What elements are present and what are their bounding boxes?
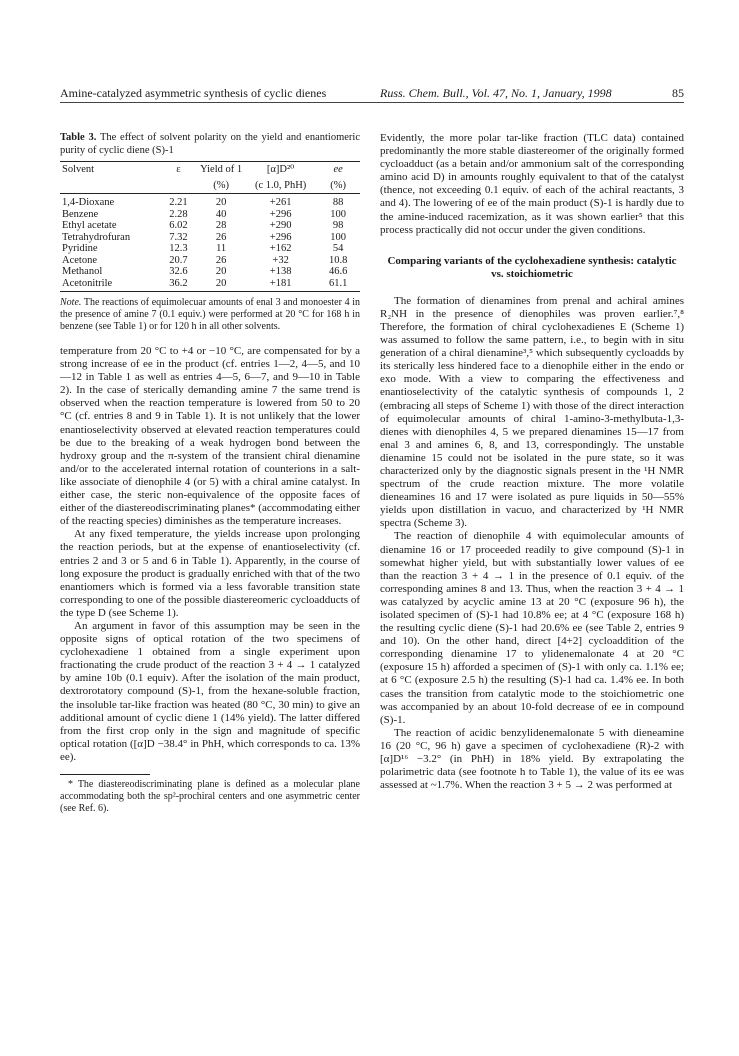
cell-alpha: +162 — [269, 243, 292, 254]
col-yield-unit: (%) — [197, 178, 245, 194]
solvent-table — [60, 161, 360, 292]
page-number: 85 — [672, 86, 684, 100]
col-alpha-sub: (c 1.0, PhH) — [245, 178, 316, 194]
table-caption — [60, 132, 360, 157]
cell-alpha: +296 — [269, 208, 292, 220]
cell-solvent: Tetrahydrofuran — [62, 231, 131, 243]
table-row — [60, 255, 360, 267]
cell-yield: 20 — [215, 197, 227, 208]
body-paragraph: The reaction of dienophile 4 with equimolecular amounts of dienamine 16 or 17 proceeded readily to give compound (S)-1 in somewhat higher yield, but with substantially lower values of ee than the reaction 3 + 4 → 1 in the presence of 0.1 equiv. of the corresponding amines 8 and 13. Thus, when the reaction 3 + 4 → 1 was catalyzed by acyclic amine 13 at 20 °C (exposure 96 h), the isolated specimen of (S)-1 had 10.8% ee; at 4 °C (exposure 168 h) the resulting cyclic diene (S)-1 had 20.6% ee (see Table 2, entries 9 and 10). On the other hand, direct [4+2] cycloaddition of the corresponding dienamine 17 to ylidenemalonate 4 at 20 °C (exposure 15 h) afforded a specimen of (S)-1 with only ca. 1.1% ee; at 6 °C (exposure 2.5 h) the resulting (S)-1 had ca. 1.4% ee. In both cases the transition from catalytic mode to the stoichiometric one was accompanied by an about 10-fold decrease of ee in compound (S)-1. — [380, 530, 684, 726]
cell-alpha: +32 — [272, 254, 289, 266]
table-row — [60, 266, 360, 278]
running-title: Amine-catalyzed asymmetric synthesis of cyclic dienes — [60, 86, 327, 100]
footnote: * The diastereodiscriminating plane is defined as a molecular plane accommodating both the sp²-prochiral centers and one asymmetric center (see Ref. 6). — [60, 779, 360, 814]
cell-ee: 10.8 — [328, 254, 348, 266]
col-epsilon: ε — [160, 162, 198, 178]
cell-eps: 20.7 — [169, 254, 188, 266]
cell-alpha: +290 — [269, 220, 292, 231]
cell-eps: 2.28 — [169, 208, 188, 220]
table-title: The effect of solvent polarity on the yield and enantiomeric purity of cyclic diene (S)-1 — [60, 132, 360, 156]
footnote-divider — [60, 774, 150, 775]
col-alpha: [α]D²⁰ — [245, 162, 316, 178]
cell-eps: 12.3 — [169, 243, 188, 254]
table-row — [60, 278, 360, 292]
table-body — [60, 194, 360, 292]
running-header — [60, 86, 684, 103]
cell-eps: 2.21 — [169, 197, 188, 208]
cell-eps: 6.02 — [169, 220, 188, 231]
cell-ee: 88 — [332, 197, 344, 208]
cell-solvent: Benzene — [62, 208, 99, 220]
cell-ee: 100 — [330, 231, 347, 243]
cell-eps: 36.2 — [160, 278, 198, 292]
body-paragraph: The formation of dienamines from prenal and achiral amines R₂NH in the presence of dienophiles was proven earlier.⁷,⁸ Therefore, the formation of chiral cyclohexadienes E (Scheme 1) was assumed to follow the same pattern, i.e., to begin with in situ generation of a chiral dienamine³,⁵ which subsequently cycloadds by its sterically less hindered face to a dienophile either in the endo or exo mode. With a view to comparing the effectiveness and enantioselectivity of the catalytic synthesis of compounds 1, 2 (embracing all steps of Scheme 1) with those of the direct interaction of equimolecular amounts of chiral 1-amino-3-methylbuta-1,3-dienes with dienophiles 4, 5 we prepared dienamines 15—17 from enal 3 and amines 6, 8, and 13, correspondingly. The unstable dienamine 15 could not be isolated in the pure state, so it was characterized only by the diagnostic signals present in the ¹H NMR spectrum of the crude reaction mixture. The more volatile dieneamines 16 and 17 were isolated as pure liquids in 50—55% yields upon distillation in vacuo, and characterized by ¹H NMR spectra (Scheme 3). — [380, 294, 684, 530]
table-row — [60, 220, 360, 232]
cell-alpha: +261 — [269, 197, 292, 208]
cell-solvent: Pyridine — [62, 243, 98, 254]
note-text: The reactions of equimolecuar amounts of enal 3 and monoester 4 in the presence of amine 7 (0.1 equiv.) were performed at 20 °C for 168 h in benzene (see Table 1) or for 120 h in all other solvents. — [60, 297, 360, 332]
cell-yield: 20 — [197, 278, 245, 292]
table-note — [60, 297, 360, 333]
col-ee-unit: (%) — [316, 178, 360, 194]
cell-solvent: Acetone — [62, 254, 97, 266]
cell-ee: 98 — [332, 220, 344, 231]
body-paragraph: The reaction of acidic benzylidenemalonate 5 with dieneamine 16 (20 °C, 96 h) gave a specimen of cyclohexadiene (R)-2 with [α]D¹⁶ −3.2° (in PhH) in 18% yield. By extrapolating the polarimetric data (see footnote h to Table 1), the value of its ee was assessed at ~1.7%. When the reaction 3 + 5 → 2 was performed at — [380, 726, 684, 792]
cell-ee: 61.1 — [316, 278, 360, 292]
cell-solvent: Ethyl acetate — [62, 220, 117, 231]
cell-yield: 26 — [215, 231, 227, 243]
table-row — [60, 243, 360, 255]
table-row — [60, 209, 360, 221]
body-paragraph: At any fixed temperature, the yields increase upon prolonging the reaction periods, but at the expense of enantioselectivity (cf. entries 2 and 3 or 5 and 6 in Table 1). Apparently, in the course of long exposure the product is gradually enriched with that of the two enantiomers which is formed via a less favorable transition state corresponding to one of the possible diastereomeric cycloadducts of the type D (see Scheme 1). — [60, 528, 360, 619]
note-label: Note. — [60, 297, 82, 308]
cell-solvent: 1,4-Dioxane — [62, 197, 115, 208]
section-heading: Comparing variants of the cyclohexadiene synthesis: catalytic vs. stoichiometric — [387, 254, 677, 280]
table-row — [60, 194, 360, 209]
cell-yield: 40 — [215, 208, 227, 220]
col-yield: Yield of 1 — [197, 162, 245, 178]
left-column — [60, 132, 360, 815]
cell-solvent: Acetonitrile — [60, 278, 160, 292]
table-label: Table 3. — [60, 132, 97, 143]
cell-ee: 100 — [330, 208, 347, 220]
cell-alpha: +296 — [269, 231, 292, 243]
cell-yield: 11 — [216, 243, 227, 254]
cell-eps: 32.6 — [169, 266, 188, 277]
col-solvent: Solvent — [60, 162, 160, 178]
cell-alpha: +138 — [269, 266, 292, 277]
cell-yield: 26 — [215, 254, 227, 266]
cell-yield: 28 — [215, 220, 227, 231]
cell-yield: 20 — [215, 266, 227, 277]
cell-ee: 54 — [332, 243, 344, 254]
table-row — [60, 232, 360, 244]
body-paragraph: temperature from 20 °C to +4 or −10 °C, are compensated for by a strong increase of ee in the product (cf. entries 1—2, 4—5, and 10—12 in Table 1 as well as entries 4—5, 6—7, and 9—10 in Table 2). In the case of sterically demanding amine 7 the same trend is observed when the reaction temperature is lowered from 50 to 20 °C (cf. entries 8 and 9 in Table 1). It is not unlikely that the lower enantioselectivity observed at elevated reaction temperatures could be due to the breaking of a weak hydrogen bond between the hydroxy group and the π-system of the transient chiral dienamine and/or to the accelerated internal rotation of counterions in a salt-like associate of dienophile 4 (or 5) with a chiral amine catalyst. In either case, the steric non-equivalence of the opposite faces of either of the diastereodiscriminating planes* (accommodating either of the reacting species) diminishes as the temperature increases. — [60, 345, 360, 528]
cell-solvent: Methanol — [62, 266, 103, 277]
cell-ee: 46.6 — [328, 266, 348, 277]
journal-citation: Russ. Chem. Bull., Vol. 47, No. 1, January, 1998 — [380, 86, 612, 100]
right-column — [380, 132, 684, 792]
body-paragraph: Evidently, the more polar tar-like fraction (TLC data) contained predominantly the more stable diastereomer of the originally formed cycloadduct (as a betain and/or ammonium salt of the corresponding amino acid D) in amounts roughly equivalent to that of the catalyst (thence, not exceeding 0.1 equiv. of each of the achiral reactants, 3 and 4). The lowering of ee of the main product (S)-1 is hardly due to the amine-induced racemization, as it was shown earlier⁵ that this process practically did not occur under the given conditions. — [380, 132, 684, 236]
col-ee: ee — [316, 162, 360, 178]
cell-eps: 7.32 — [169, 231, 188, 243]
body-paragraph: An argument in favor of this assumption may be seen in the opposite signs of optical rotation of the two specimens of cyclohexadiene 1 obtained from a single experiment upon fractionating the crude product of the reaction 3 + 4 → 1 catalyzed by amine 10b (0.1 equiv). After the isolation of the main product, dextrorotatory compound (S)-1, from the hexane-soluble fraction, the insoluble tar-like fraction was heated (80 °C, 30 min) to give an additional amount of cyclic diene 1 (14% yield). The latter differed from the first crop only in the sign and magnitude of specific optical rotation ([α]D −38.4° in PhH, which corresponds to ca. 13% ee). — [60, 619, 360, 763]
cell-alpha: +181 — [245, 278, 316, 292]
